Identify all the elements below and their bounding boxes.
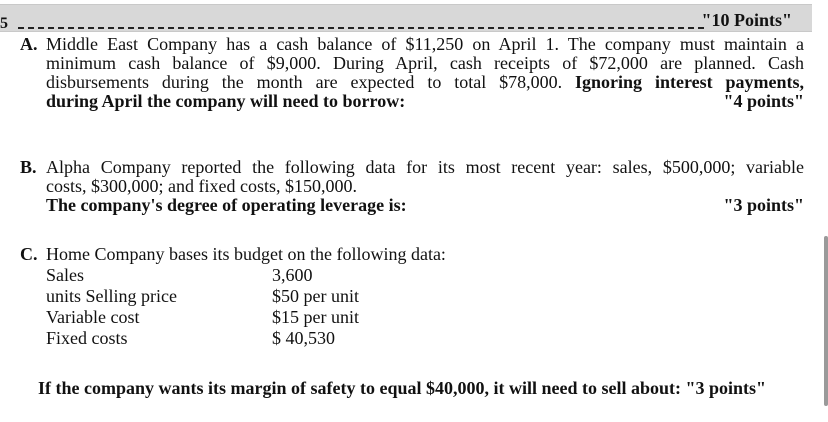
question-number: 5 [0, 15, 8, 32]
part-c-question: If the company wants its margin of safety to equal $40,000, it will need to sell about: "3 points" [38, 378, 766, 398]
part-b-line-3: The company's degree of operating leverage is: [46, 195, 407, 215]
question-header [0, 4, 812, 32]
budget-row-label: Variable cost [46, 307, 140, 327]
budget-row-label: units Selling price [46, 286, 177, 306]
part-a-points: "4 points" [723, 91, 804, 111]
part-a-line-3-text: disbursements during the month are expected to total $78,000. [46, 72, 563, 92]
budget-row-value: 3,600 [272, 265, 313, 285]
part-b-line-1: Alpha Company reported the following data for its most recent year: sales, $500,000; variable [46, 157, 804, 177]
part-b-line-2: costs, $300,000; and fixed costs, $150,000. [46, 176, 357, 196]
budget-row-label: Sales [46, 265, 84, 285]
part-a-line-1: Middle East Company has a cash balance of $11,250 on April 1. The company must maintain a [46, 34, 804, 54]
header-dashes [18, 27, 704, 29]
budget-row-value: $50 per unit [272, 286, 359, 306]
total-points: "10 Points" [701, 10, 792, 30]
part-c-intro: Home Company bases its budget on the following data: [46, 244, 446, 264]
scrollbar[interactable] [824, 236, 828, 406]
part-c-label: C. [20, 244, 38, 264]
part-a-line-4: during April the company will need to borrow: [46, 91, 406, 111]
part-b-label: B. [20, 157, 37, 177]
budget-row-value: $ 40,530 [272, 328, 335, 348]
part-b [20, 158, 804, 228]
part-a-label: A. [20, 34, 38, 54]
budget-row-label: Fixed costs [46, 328, 128, 348]
budget-row-value: $15 per unit [272, 307, 359, 327]
part-a-line-2: minimum cash balance of $9,000. During April, cash receipts of $72,000 are planned. Cash [46, 53, 804, 73]
part-c [20, 245, 804, 355]
part-a [20, 35, 804, 135]
part-b-points: "3 points" [723, 195, 804, 215]
part-a-line-3 [46, 73, 804, 92]
part-a-line-3-bold: Ignoring interest payments, [575, 72, 805, 92]
